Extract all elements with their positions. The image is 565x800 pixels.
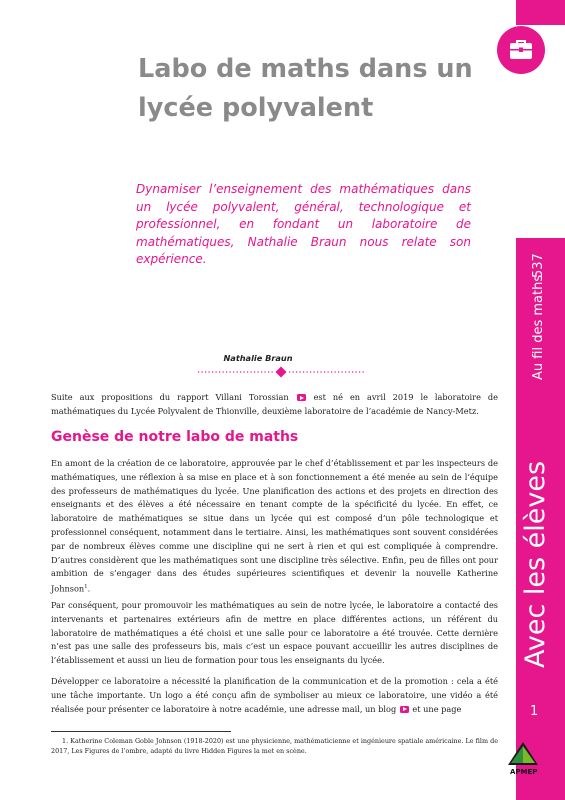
- footnote-ref[interactable]: 1: [84, 584, 88, 591]
- paragraph-text-b: et une page: [409, 703, 462, 714]
- apmep-logo-label: APMEP: [510, 768, 538, 776]
- title-line-1: Labo de maths dans un: [138, 54, 473, 84]
- section-badge: [497, 26, 545, 74]
- paragraph-text-a: Développer ce laboratoire a nécessité la planification de la communication et de la promotion : cela a été une tâche importante. Un logo a été conçu afin de symboliser au mieux ce laboratoire, une vidéo a été réalisée pour présenter ce laboratoire à notre académie, une adresse mail, un blog: [51, 676, 498, 714]
- band-issue-number: 537: [531, 253, 546, 278]
- diamond-icon: [276, 367, 287, 378]
- body-paragraph: [51, 675, 498, 716]
- body-paragraph: Par conséquent, pour promouvoir les mathématiques au sein de notre lycée, le laboratoire a contacté des intervenants et partenaires extérieurs afin de mettre en place différentes actions, un référent du laboratoire de mathématiques a été choisi et une salle pour ce laboratoire a été trouvée. Cette dernière n’est pas une salle des professeurs bis, mais c’est un espace pouvant accueillir les autres disciplines de l’établissement et aussi un lieu de formation pour tous les enseignants du lycée.: [51, 600, 498, 666]
- section-heading: Genèse de notre labo de maths: [51, 429, 299, 445]
- page-number: 1: [530, 704, 539, 719]
- footnote-rule: [51, 731, 231, 732]
- apmep-logo: [506, 741, 540, 767]
- author-separator: [198, 366, 364, 378]
- intro-text-b: est né en avril 2019 le laboratoire de mathématiques du Lycée Polyvalent de Thionville, deuxième laboratoire de l’académie de Nancy-Metz.: [51, 392, 498, 416]
- author-name: Nathalie Braun: [223, 353, 293, 363]
- band-section-title: Avec les élèves: [520, 460, 551, 668]
- title-line-2: lycée polyvalent: [138, 93, 374, 123]
- side-band-top: [516, 0, 565, 25]
- play-link-icon[interactable]: [400, 706, 409, 713]
- play-link-icon[interactable]: [297, 394, 306, 401]
- article-lede: Dynamiser l’enseignement des mathématiques dans un lycée polyvalent, général, technologique et professionnel, en fondant un laboratoire de mathématiques, Nathalie Braun nous relate son expérience.: [136, 182, 471, 266]
- footnote: 1. Katherine Coleman Goble Johnson (1918-2020) est une physicienne, mathématicienne et ingénieure spatiale américaine. Le film de 2017, Les Figures de l’ombre, adapté du livre Hidden Figures la met en scène.: [51, 737, 498, 755]
- intro-text-a: Suite aux propositions du rapport Villani Torossian: [51, 392, 289, 402]
- body-paragraph: [51, 457, 498, 597]
- paragraph-end: .: [87, 583, 91, 594]
- band-rubric: Au fil des maths: [531, 274, 546, 380]
- article-title: [138, 50, 473, 128]
- briefcase-icon: [509, 39, 533, 61]
- paragraph-text: En amont de la création de ce laboratoire, approuvée par le chef d’établissement et par les inspecteurs de mathématiques, une réflexion à sa mise en place et à son fonctionnement a été menée au sein de l’équipe des professeurs de mathématiques du lycée. Une planification des actions et des projets en direction des enseignants et des élèves a été nécessaire en tenant compte de la spécificité du lycée. En effet, ce laboratoire de mathématiques se situe dans un lycée qui est composé d’un pôle technologique et professionnel conséquent, notamment dans le tertiaire. Ainsi, les mathématiques sont souvent considérées par de nombreux élèves comme une discipline qui ne sert à rien et qui est compliquée à comprendre. D’autres considèrent que les mathématiques sont une discipline très sélective. Enfin, peu de filles ont pour ambition de s’engager dans des études supérieures scientifiques et devenir la nouvelle Katherine Johnson: [51, 458, 498, 594]
- intro-paragraph: [51, 391, 498, 419]
